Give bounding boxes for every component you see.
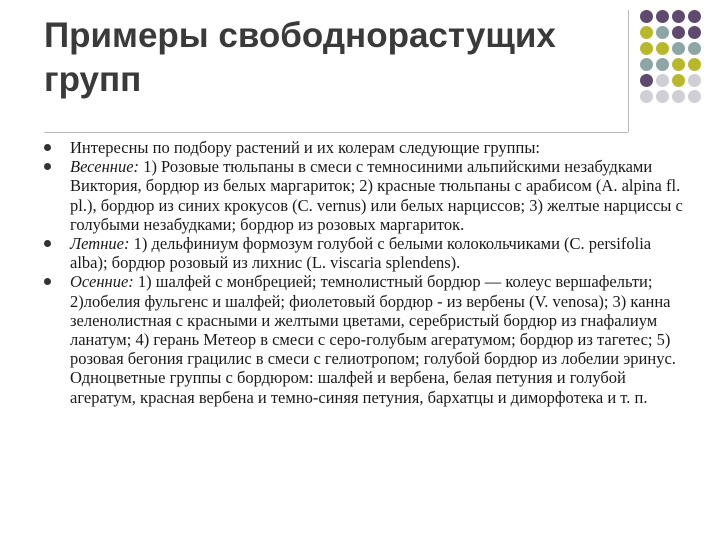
decorative-dot: [656, 10, 669, 23]
decorative-dot: [688, 10, 701, 23]
decorative-dot: [656, 26, 669, 39]
decorative-dot: [640, 74, 653, 87]
season-label-spring: Весенние:: [70, 157, 140, 177]
bullet-text: 1) дельфиниум формозум голубой с белыми колокольчиками (C. persifolia alba); бордюр розовый из лихнис (L. viscaria splendens).: [70, 234, 652, 273]
bullet-item-summer: [44, 234, 684, 272]
season-label-summer: Летние:: [70, 234, 130, 254]
horizontal-divider: [44, 132, 628, 133]
bullet-text: 1) шалфей с монбрецией; темнолистный бордюр — колеус вершафельти; 2)лобелия фульгенс и шалфей; фиолетовый бордюр - из вербены (V. venosa); 3) канна зеленолистная с красными и желтыми цветами, серебристый бордюр из гнафалиум ланатум; 4) герань Метеор в смеси с серо-голубым агератумом; бордюр из тагетес; 5) розовая бегония грацилис в смеси с гелиотропом; голубой бордюр из лобелии эринус. Одноцветные группы с бордюром: шалфей и вербена, белая петуния и голубой агератум, красная вербена и темно-синяя петуния, бархатцы и диморфотека и т. п.: [70, 272, 676, 407]
decorative-dot: [640, 26, 653, 39]
decorative-dot: [656, 74, 669, 87]
decorative-dot: [640, 90, 653, 103]
decorative-dot: [672, 74, 685, 87]
bullet-dot-icon: [44, 163, 51, 170]
decorative-dot: [656, 42, 669, 55]
bullet-item-spring: [44, 157, 684, 234]
decorative-dot: [640, 10, 653, 23]
season-label-autumn: Осенние:: [70, 272, 134, 292]
decorative-dot: [672, 58, 685, 71]
bullet-text: 1) Розовые тюльпаны в смеси с темносиними альпийскими незабудками Виктория, бордюр из белых маргариток; 2) красные тюльпаны с арабисом (A. alpina fl. pl.), бордюр из синих крокусов (C. vernus) или белых нарциссов; 3) желтые нарциссы с голубыми незабудками; бордюр из розовых маргариток.: [70, 157, 683, 234]
decorative-dot: [688, 42, 701, 55]
decorative-dot: [672, 90, 685, 103]
decorative-dot: [656, 58, 669, 71]
bullet-dot-icon: [44, 278, 51, 285]
decorative-dot: [688, 26, 701, 39]
decorative-dot: [672, 10, 685, 23]
bullet-dot-icon: [44, 144, 51, 151]
bullet-dot-icon: [44, 240, 51, 247]
decorative-dot: [672, 26, 685, 39]
decorative-dot: [656, 90, 669, 103]
decorative-dot: [688, 90, 701, 103]
slide-title: Примеры свободнорастущих групп: [44, 16, 556, 99]
vertical-divider: [628, 10, 629, 132]
decorative-dot-grid: [640, 10, 720, 110]
decorative-dot: [688, 74, 701, 87]
bullet-item-intro: [44, 138, 684, 157]
decorative-dot: [688, 58, 701, 71]
bullet-text: Интересны по подбору растений и их колерам следующие группы:: [70, 138, 541, 157]
bullet-list: [44, 138, 684, 407]
bullet-item-autumn: [44, 272, 684, 406]
decorative-dot: [640, 42, 653, 55]
decorative-dot: [640, 58, 653, 71]
decorative-dot: [672, 42, 685, 55]
